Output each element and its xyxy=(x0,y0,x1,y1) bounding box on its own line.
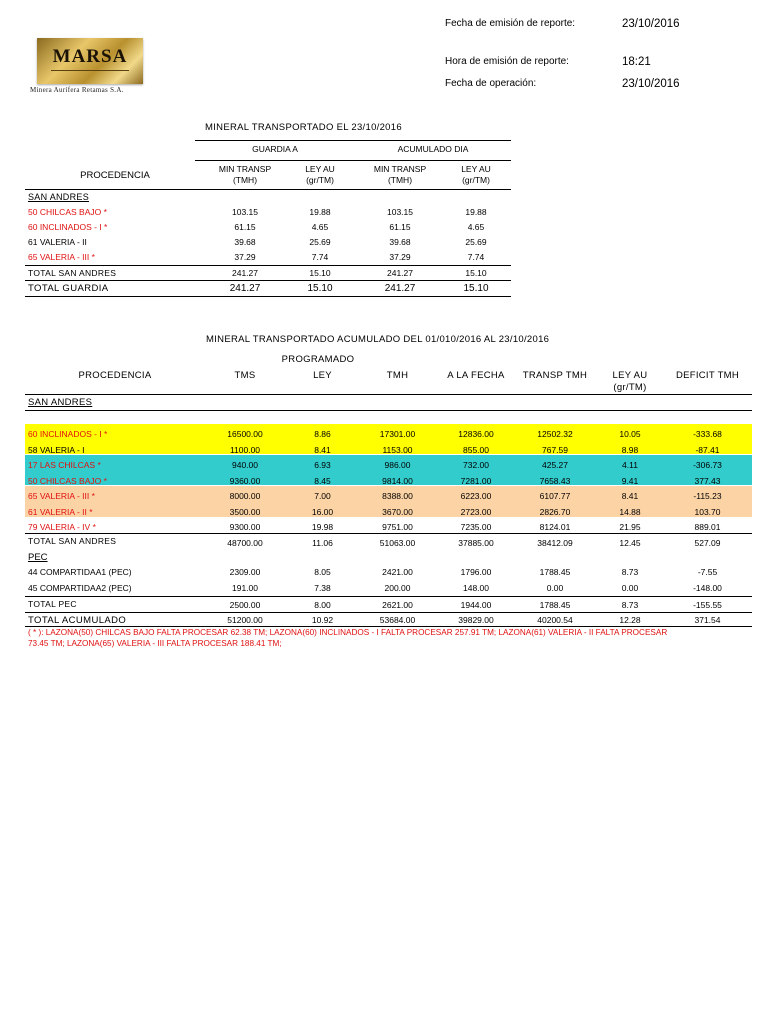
t2-cell: 3670.00 xyxy=(382,507,413,517)
t1-cell: 61.15 xyxy=(389,222,411,232)
t2-cell: 767.59 xyxy=(542,445,568,455)
footnote-line-1: ( * ): LAZONA(50) CHILCAS BAJO FALTA PROCESAR 62.38 TM; LAZONA(60) INCLINADOS - I FALTA PROCESAR 257.91 TM; LAZONA(61) VALERIA - II FALTA PROCESAR xyxy=(28,628,668,637)
t2-col-transp-tmh: TRANSP TMH xyxy=(522,370,588,381)
t2-cell: 2421.00 xyxy=(382,567,413,577)
t2-cell: 527.09 xyxy=(694,538,721,548)
t2-acum-rule xyxy=(25,612,752,613)
t2-row-name: 45 COMPARTIDAA2 (PEC) xyxy=(28,583,132,593)
t1-col-mintransp-b: MIN TRANSP xyxy=(373,164,427,174)
t1-cell: 241.27 xyxy=(229,283,261,294)
t2-cell: 6.93 xyxy=(314,460,331,470)
t2-col-tms: TMS xyxy=(234,370,256,381)
table1-top-rule xyxy=(195,140,511,141)
t2-cell: 0.00 xyxy=(546,583,564,593)
t2-cell: 51200.00 xyxy=(227,615,263,625)
t1-bottom-rule xyxy=(25,296,511,297)
t2-cell: 7.38 xyxy=(314,583,331,593)
t1-cell: 25.69 xyxy=(465,237,487,247)
t1-cell: 15.10 xyxy=(463,283,489,294)
t2-row-name: 58 VALERIA - I xyxy=(28,445,85,455)
t2-cell: 8.98 xyxy=(621,445,639,455)
t2-cell: 8.86 xyxy=(314,429,331,439)
t2-cell: 8.00 xyxy=(314,600,331,610)
t2-row-name: 61 VALERIA - II * xyxy=(28,507,93,517)
t2-cell: 1796.00 xyxy=(460,567,492,577)
t2-cell: 1788.45 xyxy=(539,600,571,610)
t2-cell: -155.55 xyxy=(693,600,722,610)
t2-cell: 7.00 xyxy=(314,491,331,501)
t1-cell: 15.10 xyxy=(307,283,333,294)
t2-cell: 19.98 xyxy=(311,522,334,532)
t1-cell: 103.15 xyxy=(232,207,258,217)
t2-total-label: TOTAL PEC xyxy=(28,599,77,609)
t2-cell: 1788.45 xyxy=(539,567,571,577)
t2-cell: 7658.43 xyxy=(539,476,571,486)
t2-section-rule xyxy=(25,410,752,411)
table1-group-rule xyxy=(195,160,511,161)
t1-total-rule xyxy=(25,265,511,266)
t2-cell: -306.73 xyxy=(693,460,722,470)
t1-cell: 39.68 xyxy=(389,237,411,247)
t2-cell: 21.95 xyxy=(619,522,641,532)
t2-cell: 10.05 xyxy=(619,429,641,439)
t1-col-procedencia: PROCEDENCIA xyxy=(80,170,150,181)
t2-cell: 371.54 xyxy=(694,615,721,625)
t2-cell: 7281.00 xyxy=(460,476,492,486)
t2-cell: 940.00 xyxy=(232,460,258,470)
t1-cell: 61.15 xyxy=(234,222,256,232)
t2-row-name: 60 INCLINADOS - I * xyxy=(28,429,108,439)
t1-row-name: 61 VALERIA - II xyxy=(28,237,87,247)
t2-col-ley: LEY xyxy=(313,370,332,381)
marsa-logo xyxy=(37,38,143,84)
t2-cell: 2621.00 xyxy=(382,600,413,610)
t2-cell: 8.41 xyxy=(621,491,639,501)
t1-cell: 15.10 xyxy=(465,268,487,278)
t2-cell: 855.00 xyxy=(463,445,489,455)
t2-col-procedencia: PROCEDENCIA xyxy=(78,370,152,381)
t2-cell: 377.43 xyxy=(694,476,721,486)
t2-cell: 191.00 xyxy=(232,583,258,593)
t2-cell: 889.01 xyxy=(694,522,721,532)
t2-cell: 1944.00 xyxy=(460,600,492,610)
hora-emision-value: 18:21 xyxy=(622,56,651,68)
t2-total-label: TOTAL ACUMULADO xyxy=(28,615,127,626)
t2-cell: 8.45 xyxy=(314,476,331,486)
hora-emision-label: Hora de emisión de reporte: xyxy=(445,56,569,67)
logo-text: MARSA xyxy=(52,46,128,67)
t2-cell: 6107.77 xyxy=(539,491,571,501)
t2-cell: 16.00 xyxy=(311,507,334,517)
footnote-line-2: 73.45 TM; LAZONA(65) VALERIA - III FALTA PROCESAR 188.41 TM; xyxy=(28,639,282,648)
t2-cell: 2500.00 xyxy=(229,600,261,610)
t2-row-name: 65 VALERIA - III * xyxy=(28,491,95,501)
group-guardia-a: GUARDIA A xyxy=(252,144,298,154)
t2-cell: -148.00 xyxy=(693,583,722,593)
t2-cell: 9300.00 xyxy=(229,522,261,532)
t1-guardia-rule xyxy=(25,280,511,281)
t1-section-san-andres: SAN ANDRES xyxy=(28,192,90,202)
t2-cell: 14.88 xyxy=(619,507,641,517)
t2-cell: 732.00 xyxy=(463,460,489,470)
t2-cell: 8.41 xyxy=(314,445,331,455)
table1-title: MINERAL TRANSPORTADO EL 23/10/2016 xyxy=(205,122,402,133)
t2-cell: -87.41 xyxy=(695,445,720,455)
t2-col-ley-au-unit: (gr/TM) xyxy=(613,382,647,393)
t2-cell: 0.00 xyxy=(621,583,639,593)
fecha-emision-value: 23/10/2016 xyxy=(622,18,680,30)
table1-header-rule xyxy=(25,189,511,190)
table2-title: MINERAL TRANSPORTADO ACUMULADO DEL 01/010/2016 AL 23/10/2016 xyxy=(206,334,550,345)
t1-cell: 19.88 xyxy=(309,207,331,217)
fecha-emision-label: Fecha de emisión de reporte: xyxy=(445,18,576,29)
t2-cell: 103.70 xyxy=(694,507,721,517)
t1-cell: 39.68 xyxy=(234,237,256,247)
t1-col-mintransp-a: MIN TRANSP xyxy=(218,164,272,174)
t2-cell: 200.00 xyxy=(384,583,411,593)
t1-total-label: TOTAL SAN ANDRES xyxy=(28,268,117,278)
t2-col-tmh: TMH xyxy=(386,370,409,381)
t2-cell: 9.41 xyxy=(621,476,639,486)
t2-cell: 1100.00 xyxy=(229,445,261,455)
t1-col-grtm-a: (gr/TM) xyxy=(306,175,334,185)
t2-section-pec: PEC xyxy=(28,552,48,563)
t1-col-leyau-a: LEY AU xyxy=(305,164,335,174)
t2-cell: 2826.70 xyxy=(539,507,571,517)
t2-cell: 7235.00 xyxy=(460,522,492,532)
t2-cell: 51063.00 xyxy=(379,538,416,548)
t1-col-tmh-b: (TMH) xyxy=(387,175,413,185)
t2-col-deficit: DEFICIT TMH xyxy=(675,370,740,381)
t2-cell: 12.28 xyxy=(619,615,641,625)
t1-cell: 7.74 xyxy=(311,252,329,262)
t2-cell: 10.92 xyxy=(311,615,334,625)
t2-cell: 48700.00 xyxy=(227,538,263,548)
programado-label: PROGRAMADO xyxy=(281,354,355,365)
t2-cell: 8388.00 xyxy=(382,491,413,501)
t2-col-ley-au: LEY AU xyxy=(612,370,648,381)
t2-cell: 2723.00 xyxy=(460,507,492,517)
t2-cell: -7.55 xyxy=(697,567,718,577)
t2-cell: 986.00 xyxy=(384,460,411,470)
t2-cell: 40200.54 xyxy=(537,615,573,625)
t2-pec-total-rule xyxy=(25,596,752,597)
t1-cell: 4.65 xyxy=(311,222,329,232)
t2-cell: 53684.00 xyxy=(379,615,416,625)
t2-cell: 12.45 xyxy=(619,538,641,548)
t1-cell: 4.65 xyxy=(467,222,485,232)
t1-total-label: TOTAL GUARDIA xyxy=(28,283,109,294)
t2-sa-total-rule xyxy=(25,533,752,534)
t2-cell: 8.05 xyxy=(314,567,331,577)
t1-cell: 37.29 xyxy=(389,252,411,262)
t2-cell: 148.00 xyxy=(463,583,489,593)
t1-row-name: 50 CHILCAS BAJO * xyxy=(28,207,107,217)
t2-header-rule xyxy=(25,394,752,395)
t2-cell: 8124.01 xyxy=(539,522,571,532)
t1-cell: 37.29 xyxy=(234,252,256,262)
t2-cell: 12836.00 xyxy=(458,429,494,439)
t2-cell: 16500.00 xyxy=(227,429,263,439)
t2-cell: 8.73 xyxy=(621,600,639,610)
t2-cell: 425.27 xyxy=(542,460,568,470)
t2-cell: 37885.00 xyxy=(458,538,494,548)
t1-cell: 7.74 xyxy=(467,252,485,262)
company-name: Minera Aurífera Retamas S.A. xyxy=(30,86,124,94)
t1-row-name: 60 INCLINADOS - I * xyxy=(28,222,108,232)
t2-cell: 2309.00 xyxy=(229,567,261,577)
t2-cell: 8.73 xyxy=(621,567,639,577)
fecha-operacion-value: 23/10/2016 xyxy=(622,78,680,90)
t2-row-name: 79 VALERIA - IV * xyxy=(28,522,96,532)
t1-cell: 15.10 xyxy=(309,268,331,278)
t1-col-tmh-a: (TMH) xyxy=(232,175,258,185)
t2-cell: 1153.00 xyxy=(382,445,413,455)
t2-cell: 3500.00 xyxy=(229,507,261,517)
t1-cell: 241.27 xyxy=(384,283,416,294)
t2-cell: 9814.00 xyxy=(382,476,413,486)
t1-col-grtm-b: (gr/TM) xyxy=(462,175,490,185)
logo-rule xyxy=(51,70,129,71)
t2-cell: 38412.09 xyxy=(537,538,573,548)
t1-row-name: 65 VALERIA - III * xyxy=(28,252,95,262)
t2-cell: 12502.32 xyxy=(537,429,573,439)
t2-cell: 39829.00 xyxy=(458,615,494,625)
t2-cell: 9360.00 xyxy=(229,476,261,486)
t1-cell: 25.69 xyxy=(309,237,331,247)
t2-cell: 9751.00 xyxy=(382,522,413,532)
t1-col-leyau-b: LEY AU xyxy=(461,164,491,174)
t2-row-name: 44 COMPARTIDAA1 (PEC) xyxy=(28,567,132,577)
t1-cell: 103.15 xyxy=(387,207,413,217)
t2-total-label: TOTAL SAN ANDRES xyxy=(28,536,117,546)
t1-cell: 241.27 xyxy=(387,268,413,278)
t2-cell: 17301.00 xyxy=(379,429,416,439)
t2-row-name: 17 LAS CHILCAS * xyxy=(28,460,101,470)
t2-cell: 11.06 xyxy=(312,538,333,548)
t2-bottom-rule xyxy=(25,626,752,627)
t2-col-a-la-fecha: A LA FECHA xyxy=(447,370,505,381)
t2-cell: 4.11 xyxy=(622,460,638,470)
t2-cell: -333.68 xyxy=(693,429,722,439)
t2-cell: 8000.00 xyxy=(229,491,261,501)
t1-cell: 19.88 xyxy=(465,207,487,217)
t2-cell: -115.23 xyxy=(693,491,722,501)
t2-section-san-andres: SAN ANDRES xyxy=(28,397,93,408)
t1-cell: 241.27 xyxy=(232,268,258,278)
t2-row-name: 50 CHILCAS BAJO * xyxy=(28,476,107,486)
t2-cell: 6223.00 xyxy=(460,491,492,501)
group-acumulado-dia: ACUMULADO DIA xyxy=(397,144,469,154)
fecha-operacion-label: Fecha de operación: xyxy=(445,78,537,89)
